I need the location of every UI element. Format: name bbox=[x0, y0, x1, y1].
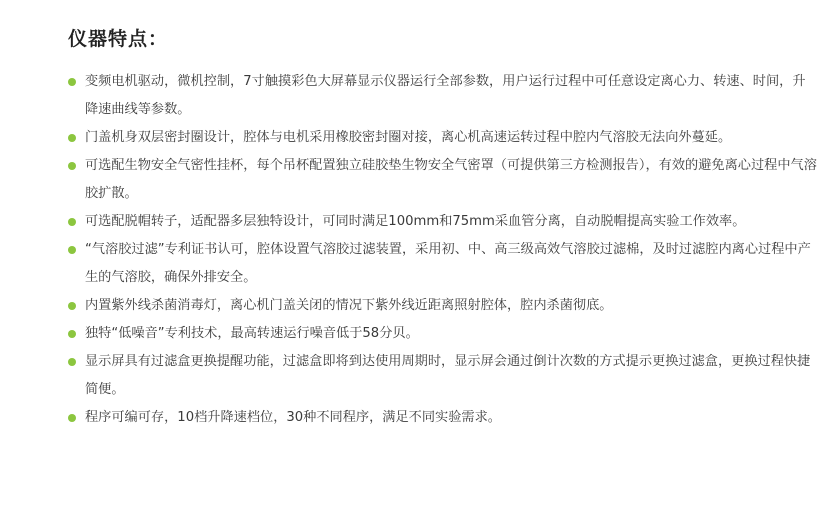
section-title: 仪器特点： bbox=[68, 28, 169, 50]
bullet-dot-icon bbox=[68, 414, 76, 422]
feature-text: 可选配生物安全气密性挂杯，每个吊杯配置独立硅胶垫生物安全气密罩（可提供第三方检测报告），有效的避免离心过程中气溶胶扩散。 bbox=[85, 158, 817, 201]
feature-item bbox=[66, 68, 818, 124]
bullet-dot-icon bbox=[68, 302, 76, 310]
feature-text: 门盖机身双层密封圈设计，腔体与电机采用橡胶密封圈对接，离心机高速运转过程中腔内气溶胶无法向外蔓延。 bbox=[85, 130, 732, 145]
bullet-dot-icon bbox=[68, 218, 76, 226]
feature-item bbox=[66, 320, 818, 348]
bullet-dot-icon bbox=[68, 246, 76, 254]
feature-item bbox=[66, 236, 818, 292]
feature-item bbox=[66, 208, 818, 236]
feature-text: “气溶胶过滤”专利证书认可，腔体设置气溶胶过滤装置，采用初、中、高三级高效气溶胶过滤棉，及时过滤腔内离心过程中产生的气溶胶，确保外排安全。 bbox=[85, 242, 811, 285]
feature-text: 程序可编可存，10档升降速档位，30种不同程序，满足不同实验需求。 bbox=[85, 410, 501, 425]
feature-text: 显示屏具有过滤盒更换提醒功能，过滤盒即将到达使用周期时，显示屏会通过倒计次数的方式提示更换过滤盒，更换过程快捷简便。 bbox=[85, 354, 811, 397]
bullet-dot-icon bbox=[68, 330, 76, 338]
bullet-dot-icon bbox=[68, 134, 76, 142]
feature-item bbox=[66, 404, 818, 432]
bullet-dot-icon bbox=[68, 162, 76, 170]
bullet-dot-icon bbox=[68, 78, 76, 86]
feature-text: 内置紫外线杀菌消毒灯，离心机门盖关闭的情况下紫外线近距离照射腔体，腔内杀菌彻底。 bbox=[85, 298, 613, 313]
feature-item bbox=[66, 348, 818, 404]
feature-item bbox=[66, 292, 818, 320]
feature-text: 可选配脱帽转子，适配器多层独特设计，可同时满足100mm和75mm采血管分离，自动脱帽提高实验工作效率。 bbox=[85, 214, 746, 229]
bullet-dot-icon bbox=[68, 358, 76, 366]
feature-list bbox=[66, 68, 818, 432]
feature-text: 变频电机驱动，微机控制，7寸触摸彩色大屏幕显示仪器运行全部参数，用户运行过程中可任意设定离心力、转速、时间，升降速曲线等参数。 bbox=[85, 74, 806, 117]
feature-item bbox=[66, 152, 818, 208]
feature-text: 独特“低噪音”专利技术，最高转速运行噪音低于58分贝。 bbox=[85, 326, 419, 341]
feature-item bbox=[66, 124, 818, 152]
